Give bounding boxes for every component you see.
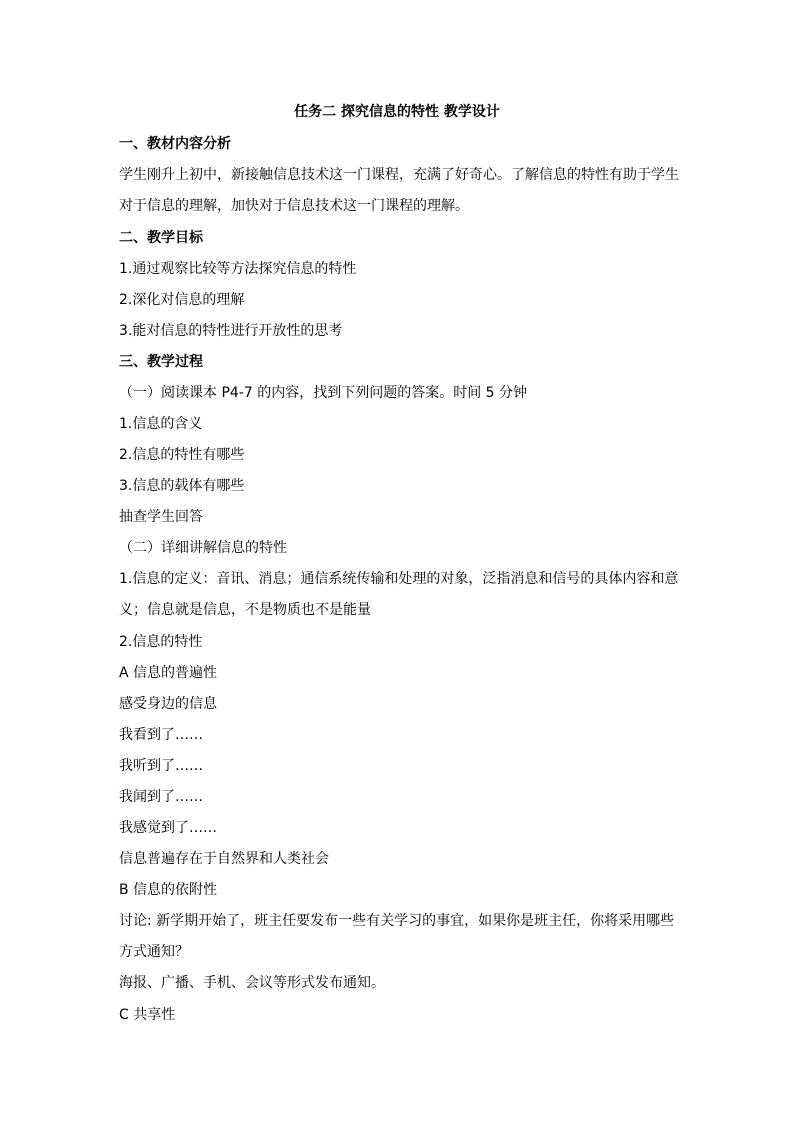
process-step: （一）阅读课本 P4-7 的内容，找到下列问题的答案。时间 5 分钟 xyxy=(119,385,528,401)
goal-item: 2.深化对信息的理解 xyxy=(119,292,245,308)
paragraph-line: 感受身边的信息 xyxy=(119,696,217,712)
paragraph-line: 我看到了…… xyxy=(119,727,203,743)
paragraph-line: 学生刚升上初中，新接触信息技术这一门课程，充满了好奇心。了解信息的特性有助于学生 xyxy=(119,167,679,183)
paragraph-line: 抽查学生回答 xyxy=(119,509,203,525)
paragraph-line: 讨论: 新学期开始了，班主任要发布一些有关学习的事宜，如果你是班主任，你将采用哪些 xyxy=(119,913,675,929)
paragraph-line: 我听到了…… xyxy=(119,758,203,774)
paragraph-line: 我感觉到了…… xyxy=(119,820,217,836)
paragraph-line: 我闻到了…… xyxy=(119,789,203,805)
paragraph-line: 2.信息的特性 xyxy=(119,634,203,650)
goal-item: 3.能对信息的特性进行开放性的思考 xyxy=(119,323,343,339)
question-item: 1.信息的含义 xyxy=(119,416,203,432)
property-heading: B 信息的依附性 xyxy=(119,882,218,898)
section-heading-teaching-goals: 二、教学目标 xyxy=(119,230,203,246)
process-step: （二）详细讲解信息的特性 xyxy=(119,540,287,556)
paragraph-line: 信息普遍存在于自然界和人类社会 xyxy=(119,851,329,867)
section-heading-teaching-process: 三、教学过程 xyxy=(119,354,203,370)
paragraph-line: 海报、广播、手机、会议等形式发布通知。 xyxy=(119,975,385,991)
section-heading-material-analysis: 一、教材内容分析 xyxy=(119,136,231,152)
paragraph-line: 对于信息的理解，加快对于信息技术这一门课程的理解。 xyxy=(119,198,469,214)
paragraph-line: 义；信息就是信息，不是物质也不是能量 xyxy=(119,602,371,618)
property-heading: C 共享性 xyxy=(119,1007,176,1023)
question-item: 3.信息的载体有哪些 xyxy=(119,478,245,494)
goal-item: 1.通过观察比较等方法探究信息的特性 xyxy=(119,261,357,277)
paragraph-line: 方式通知？ xyxy=(119,944,189,960)
question-item: 2.信息的特性有哪些 xyxy=(119,447,245,463)
paragraph-line: 1.信息的定义：音讯、消息；通信系统传输和处理的对象，泛指消息和信号的具体内容和意 xyxy=(119,571,679,587)
document-title: 任务二 探究信息的特性 教学设计 xyxy=(294,104,500,120)
property-heading: A 信息的普遍性 xyxy=(119,665,218,681)
